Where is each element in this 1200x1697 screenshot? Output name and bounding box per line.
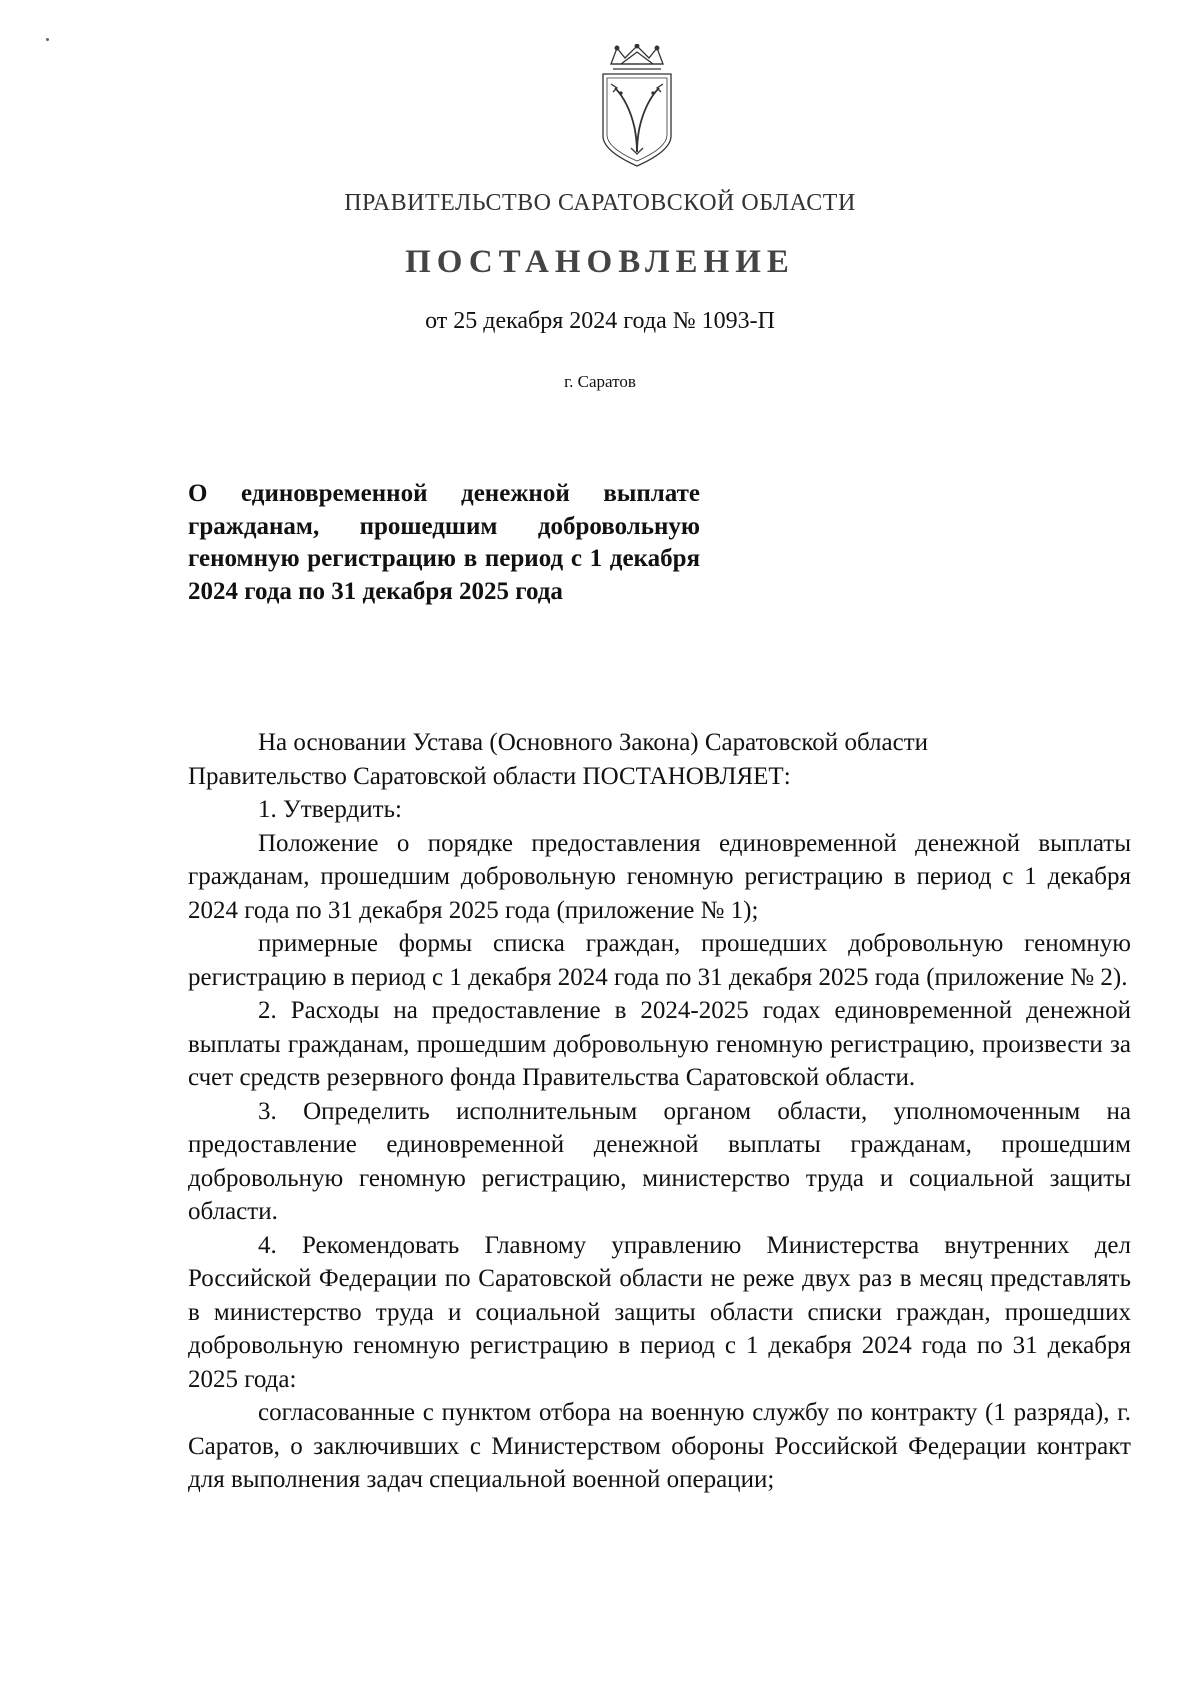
city: г. Саратов xyxy=(564,372,636,391)
paragraph-3: 3. Определить исполнительным органом области, уполномоченным на предоставление единовременной денежной выплаты гражданам, прошедшим добровольную геномную регистрацию, министерство труда и социальной защиты области. xyxy=(188,1097,1131,1225)
date-and-number: от 25 декабря 2024 года № 1093-П xyxy=(425,308,775,334)
intro-line-1: На основании Устава (Основного Закона) Саратовской области xyxy=(258,729,929,756)
intro-line-2: Правительство Саратовской области ПОСТАНОВЛЯЕТ: xyxy=(188,762,791,790)
saratov-coat-of-arms-emblem xyxy=(597,44,677,169)
paragraph-1-item-2: примерные формы списка граждан, прошедших добровольную геномную регистрацию в период с 1 декабря 2024 года по 31 декабря 2025 года (приложение № 2). xyxy=(188,930,1131,991)
paragraph-1-heading: 1. Утвердить: xyxy=(258,796,402,823)
document-body xyxy=(188,726,1131,1497)
paragraph-2: 2. Расходы на предоставление в 2024-2025 годах единовременной денежной выплаты гражданам, прошедшим добровольную геномную регистрацию, произвести за счет средств резервного фонда Правительства Саратовской области. xyxy=(188,997,1131,1091)
paragraph-1-item-1: Положение о порядке предоставления единовременной денежной выплаты гражданам, прошедшим добровольную геномную регистрацию в период с 1 декабря 2024 года по 31 декабря 2025 года (приложение № 1); xyxy=(188,829,1131,924)
document-type-heading: ПОСТАНОВЛЕНИЕ xyxy=(405,244,795,280)
scan-speck xyxy=(46,38,49,41)
paragraph-4-item-1: согласованные с пунктом отбора на военную службу по контракту (1 разряда), г. Саратов, о заключивших с Министерством обороны Российской Федерации контракт для выполнения задач специальной военной операции; xyxy=(188,1399,1131,1493)
document-title: О единовременной денежной выплате гражданам, прошедшим добровольную геномную регистрацию в период с 1 декабря 2024 года по 31 декабря 2025 года xyxy=(188,480,700,605)
paragraph-4: 4. Рекомендовать Главному управлению Министерства внутренних дел Российской Федерации по Саратовской области не реже двух раз в месяц представлять в министерство труда и социальной защиты области списки граждан, прошедших добровольную геномную регистрацию в период с 1 декабря 2024 года по 31 декабря 2025 года: xyxy=(188,1231,1131,1393)
government-name: ПРАВИТЕЛЬСТВО САРАТОВСКОЙ ОБЛАСТИ xyxy=(344,190,856,216)
